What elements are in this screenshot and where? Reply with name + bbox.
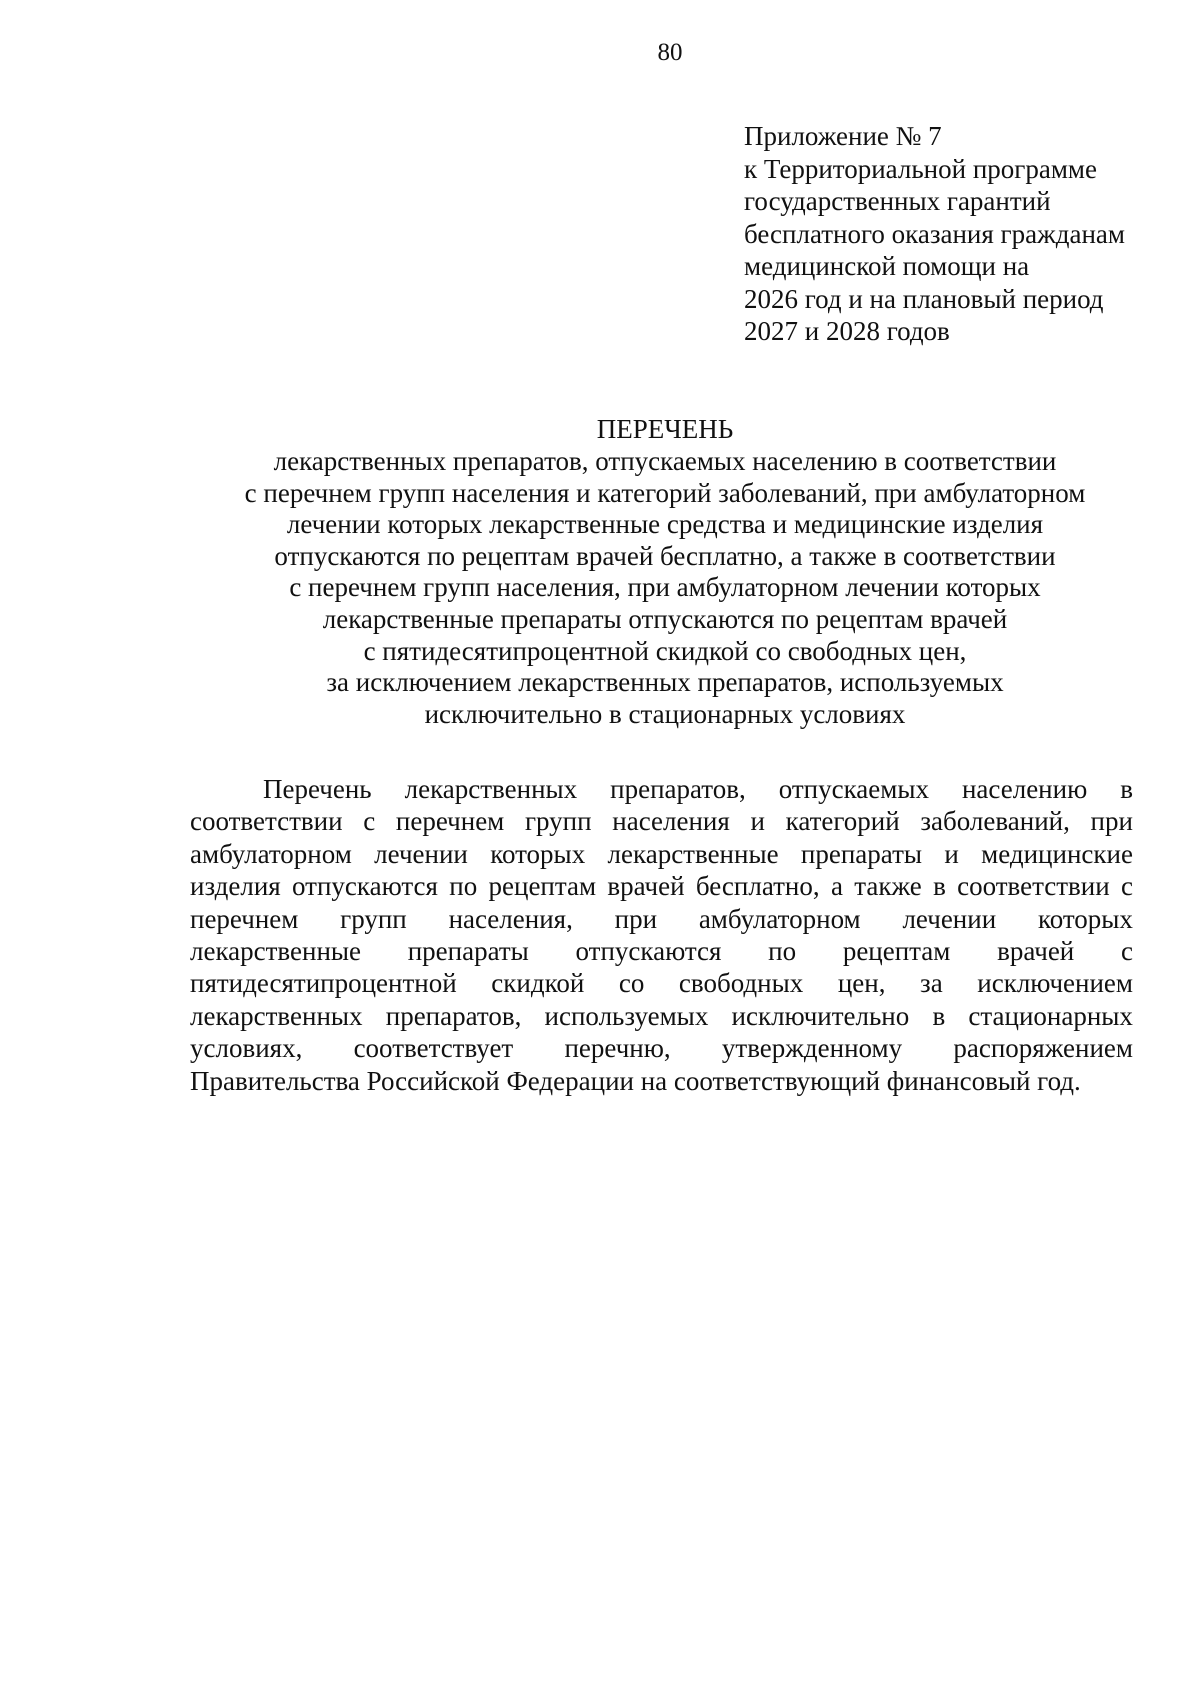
appendix-line: медицинской помощи на bbox=[744, 251, 1030, 281]
body-word: перечнем bbox=[395, 806, 505, 837]
body-line bbox=[190, 805, 1133, 837]
body-word: лекарственных bbox=[190, 1000, 363, 1031]
page-number: 80 bbox=[657, 39, 683, 66]
body-word: соответствии bbox=[190, 806, 343, 837]
appendix-line: Приложение № 7 bbox=[744, 121, 942, 151]
body-line bbox=[190, 903, 1133, 935]
heading-subtitle-line: лечении которых лекарственные средства и медицинские изделия bbox=[286, 509, 1044, 540]
heading-subtitle-line: с пятидесятипроцентной скидкой со свободных цен, bbox=[363, 635, 967, 666]
body-word: населению bbox=[961, 774, 1088, 804]
body-word: препараты bbox=[800, 838, 923, 869]
body-word: пятидесятипроцентной bbox=[190, 968, 457, 999]
body-line bbox=[190, 1065, 1133, 1097]
body-word: лекарственные bbox=[190, 936, 362, 967]
body-word: лекарственные bbox=[607, 838, 779, 869]
body-word: амбулаторном bbox=[698, 903, 861, 934]
appendix-reference bbox=[744, 120, 1164, 348]
heading-subtitle-line: за исключением лекарственных препаратов, используемых bbox=[326, 667, 1004, 698]
body-word: со bbox=[618, 968, 645, 999]
body-word: и bbox=[944, 838, 959, 869]
body-word: в bbox=[933, 871, 946, 902]
body-word: исключением bbox=[977, 968, 1133, 999]
body-word: перечнем bbox=[190, 903, 299, 934]
body-word: отпускаются bbox=[292, 871, 438, 902]
body-word: перечню, bbox=[564, 1033, 671, 1064]
body-word: стационарных bbox=[968, 1000, 1133, 1031]
body-word: цен, bbox=[837, 968, 886, 999]
body-word: лечении bbox=[902, 903, 997, 934]
body-word: Перечень bbox=[263, 774, 372, 804]
body-line bbox=[190, 838, 1133, 870]
body-word: которых bbox=[1037, 903, 1133, 934]
body-word: также bbox=[854, 871, 922, 902]
body-word: бесплатно, bbox=[695, 871, 820, 902]
heading-subtitle-line: лекарственных препаратов, отпускаемых населению в соответствии bbox=[273, 446, 1057, 476]
body-word: групп bbox=[524, 806, 592, 837]
body-word: препараты bbox=[407, 936, 529, 967]
body-word: распоряжением bbox=[953, 1033, 1133, 1064]
body-line bbox=[190, 773, 1133, 805]
body-word: а bbox=[830, 871, 843, 902]
body-word: соответствует bbox=[353, 1033, 514, 1064]
body-word: лекарственных bbox=[404, 774, 578, 804]
body-word: рецептам bbox=[488, 871, 597, 902]
body-word: врачей bbox=[997, 936, 1075, 967]
body-word: препаратов, bbox=[385, 1000, 522, 1031]
body-line bbox=[190, 935, 1133, 967]
body-word: рецептам bbox=[842, 936, 951, 967]
heading-subtitle-line: с перечнем групп населения, при амбулаторном лечении которых bbox=[289, 572, 1041, 603]
body-line bbox=[190, 870, 1133, 902]
body-word: условиях, bbox=[190, 1033, 303, 1064]
body-word: исключительно bbox=[731, 1000, 910, 1031]
body-word: с bbox=[1121, 871, 1133, 902]
body-word: за bbox=[920, 968, 943, 999]
heading-subtitle-line: отпускаются по рецептам врачей бесплатно, а также в соответствии bbox=[274, 540, 1056, 571]
body-word: при bbox=[1090, 806, 1133, 837]
body-word: лечении bbox=[374, 838, 468, 869]
body-word: населения, bbox=[448, 903, 573, 934]
heading-title: ПЕРЕЧЕНЬ bbox=[596, 414, 734, 444]
heading-subtitle-line: с перечнем групп населения и категорий заболеваний, при амбулаторном bbox=[244, 477, 1086, 508]
body-word: и bbox=[750, 806, 765, 837]
body-word: при bbox=[614, 903, 658, 934]
body-word: в bbox=[932, 1000, 946, 1031]
body-word: населения bbox=[612, 806, 730, 837]
appendix-line: государственных гарантий bbox=[744, 186, 1051, 216]
body-word: врачей bbox=[607, 871, 685, 902]
body-word: медицинские bbox=[981, 838, 1133, 869]
body-word: препаратов, bbox=[610, 774, 746, 804]
appendix-line: 2027 и 2028 годов bbox=[744, 316, 950, 346]
appendix-line: к Территориальной программе bbox=[744, 153, 1097, 184]
body-word: групп bbox=[340, 903, 407, 934]
body-word: с bbox=[1120, 936, 1133, 967]
body-word: заболеваний, bbox=[920, 806, 1070, 837]
body-word: скидкой bbox=[491, 968, 585, 999]
body-line bbox=[190, 1000, 1133, 1032]
body-word: категорий bbox=[785, 806, 900, 837]
body-word: свободных bbox=[678, 968, 804, 999]
heading-subtitle-line: лекарственные препараты отпускаются по рецептам врачей bbox=[322, 603, 1008, 634]
appendix-line: бесплатного оказания гражданам bbox=[744, 218, 1125, 249]
body-word: по bbox=[768, 936, 797, 967]
body-word: амбулаторном bbox=[190, 838, 352, 869]
body-word: Правительства Российской Федерации на соответствующий финансовый год. bbox=[190, 1065, 1081, 1096]
body-word: по bbox=[449, 871, 478, 902]
appendix-line: 2026 год и на плановый период bbox=[744, 283, 1104, 314]
heading-subtitle-line: исключительно в стационарных условиях bbox=[424, 698, 906, 729]
body-word: используемых bbox=[544, 1000, 709, 1031]
body-paragraph bbox=[190, 773, 1133, 1097]
body-word: соответствии bbox=[957, 871, 1110, 902]
body-word: отпускаемых bbox=[778, 774, 929, 804]
body-word: утвержденному bbox=[721, 1033, 903, 1064]
heading-subtitle bbox=[160, 446, 1170, 730]
body-line bbox=[190, 1032, 1133, 1064]
body-line bbox=[190, 967, 1133, 999]
body-word: изделия bbox=[190, 871, 281, 902]
body-word: с bbox=[363, 806, 376, 837]
body-word: в bbox=[1120, 774, 1133, 804]
body-word: которых bbox=[490, 838, 586, 869]
body-word: отпускаются bbox=[575, 936, 722, 967]
document-heading bbox=[160, 413, 1170, 730]
